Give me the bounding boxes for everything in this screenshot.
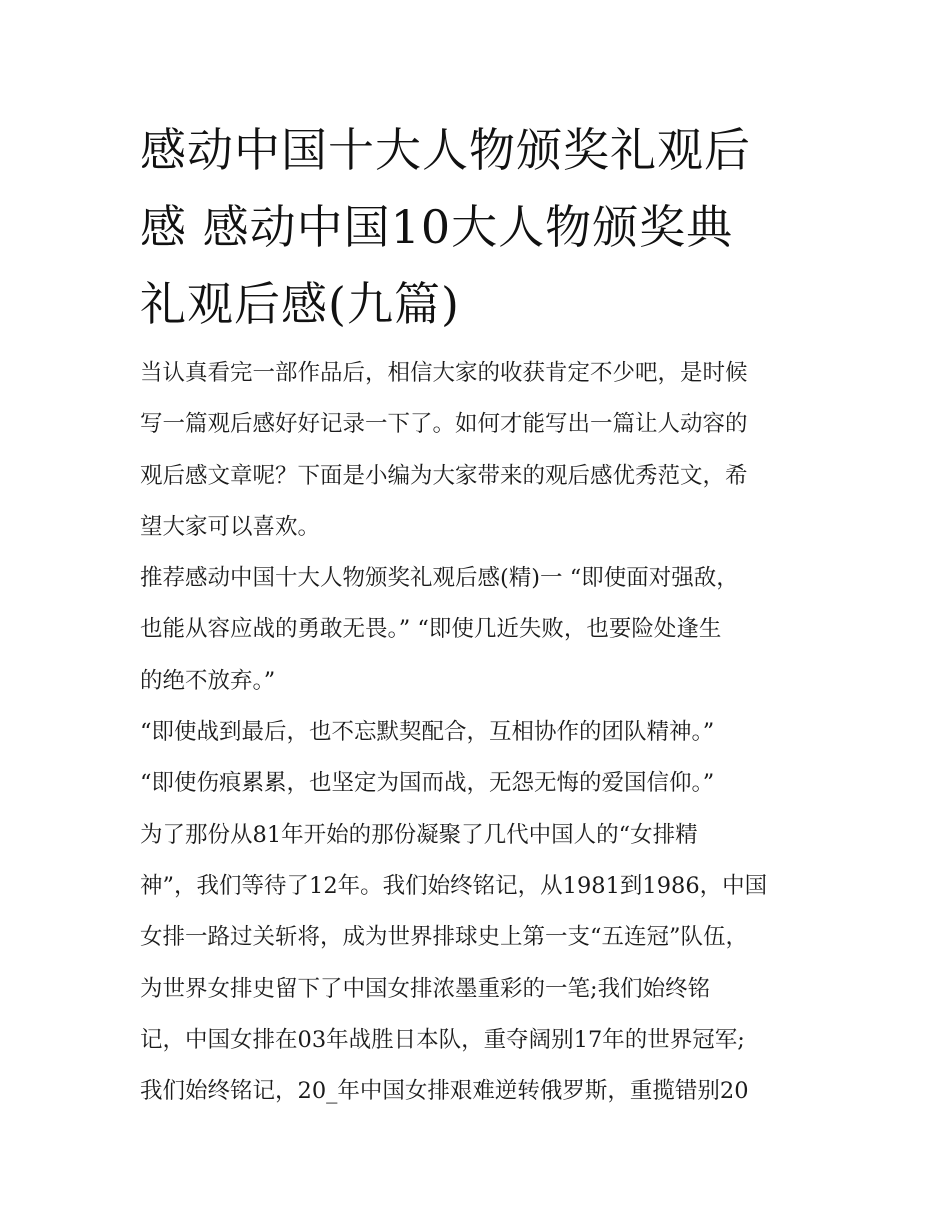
body-line: 推荐感动中国十大人物颁奖礼观后感(精)一 “即使面对强敌， xyxy=(140,565,739,592)
body-line: “即使战到最后，也不忘默契配合，互相协作的团队精神。” xyxy=(140,719,715,746)
body-line: 女排一路过关斩将，成为世界排球史上第一支“五连冠”队伍， xyxy=(140,924,749,951)
body-line: 为了那份从81年开始的那份凝聚了几代中国人的“女排精 xyxy=(140,821,698,848)
body-line: 当认真看完一部作品后，相信大家的收获肯定不少吧，是时候 xyxy=(140,360,748,386)
title-line: 感动中国十大人物颁奖礼观后 xyxy=(140,123,751,177)
body-line: “即使伤痕累累，也坚定为国而战，无怨无悔的爱国信仰。” xyxy=(140,770,715,797)
body-line: 观后感文章呢？下面是小编为大家带来的观后感优秀范文，希 xyxy=(140,462,748,489)
title-line: 礼观后感(九篇) xyxy=(140,277,460,331)
body-line: 记，中国女排在03年战胜日本队，重夺阔别17年的世界冠军; xyxy=(140,1026,745,1053)
body-line: 望大家可以喜欢。 xyxy=(140,513,321,540)
document-body xyxy=(140,348,812,1117)
body-line: 也能从容应战的勇敢无畏。” “即使几近失败，也要险处逢生 xyxy=(140,616,722,643)
body-line: 为世界女排史留下了中国女排浓墨重彩的一笔;我们始终铭 xyxy=(140,975,711,1002)
document-title xyxy=(140,112,812,343)
body-line: 的绝不放弃。” xyxy=(140,667,276,694)
title-line: 感 感动中国10大人物颁奖典 xyxy=(140,200,734,254)
body-line: 写一篇观后感好好记录一下了。如何才能写出一篇让人动容的 xyxy=(140,411,748,438)
body-line: 神”，我们等待了12年。我们始终铭记，从1981到1986，中国 xyxy=(140,872,768,899)
body-line: 我们始终铭记，20_年中国女排艰难逆转俄罗斯，重揽错别20 xyxy=(140,1078,749,1105)
document-content xyxy=(140,112,812,1117)
